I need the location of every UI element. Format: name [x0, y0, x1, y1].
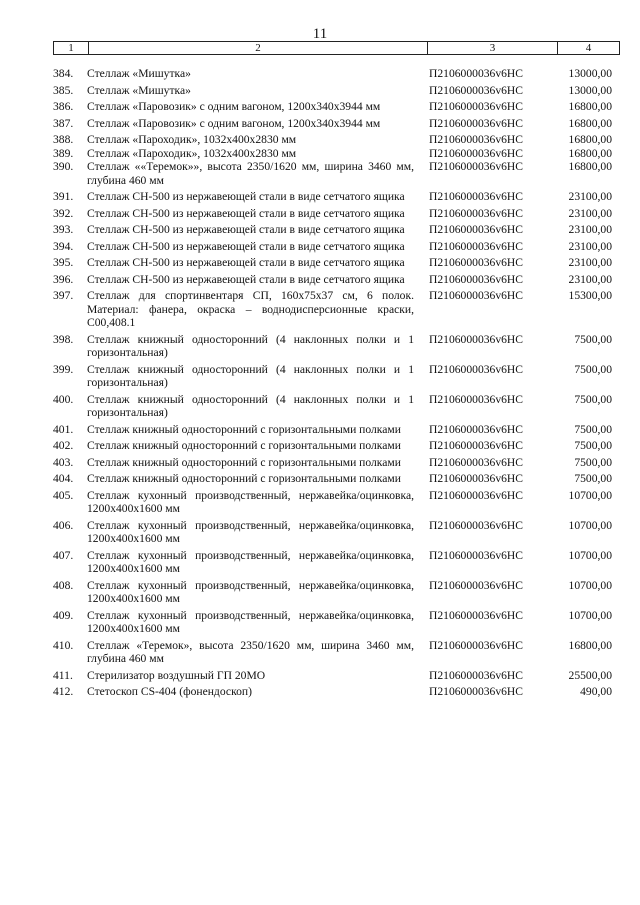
item-name: Стеллаж «Мишутка» — [87, 83, 191, 97]
table-row — [53, 240, 620, 254]
table-row — [53, 133, 620, 147]
item-name: Стеллаж кухонный производственный, нержавейка/оцинковка, 1200x400x1600 мм — [87, 548, 414, 575]
item-name: Стеллаж «Пароходик», 1032x400x2830 мм — [87, 146, 297, 160]
item-name: Стеллаж книжный односторонний с горизонтальными полками — [87, 422, 401, 436]
item-code: П2106000036v6НС — [429, 608, 524, 622]
item-code: П2106000036v6НС — [429, 392, 524, 406]
row-number: 406. — [53, 518, 74, 532]
table-row — [53, 117, 620, 131]
table-row — [53, 207, 620, 221]
row-number: 384. — [53, 67, 74, 80]
item-code: П2106000036v6НС — [429, 685, 524, 698]
item-code: П2106000036v6НС — [429, 133, 524, 146]
item-code: П2106000036v6НС — [429, 146, 524, 160]
item-name: Стеллаж кухонный производственный, нержавейка/оцинковка, 1200x400x1600 мм — [87, 518, 414, 545]
item-price: 10700,00 — [568, 518, 612, 532]
table-row — [53, 456, 620, 470]
header-col-2: 2 — [89, 42, 428, 54]
table-row — [53, 100, 620, 114]
item-price: 25500,00 — [568, 668, 612, 682]
table-row — [53, 363, 620, 390]
item-price: 23100,00 — [568, 272, 612, 286]
row-number: 411. — [53, 668, 73, 682]
table-row — [53, 160, 620, 187]
table-row — [53, 289, 620, 330]
item-code: П2106000036v6НС — [429, 206, 524, 220]
row-number: 394. — [53, 239, 74, 253]
item-code: П2106000036v6НС — [429, 455, 524, 469]
row-number: 387. — [53, 116, 74, 130]
row-number: 388. — [53, 133, 74, 146]
table-row — [53, 223, 620, 237]
item-price: 16800,00 — [568, 638, 612, 652]
table-body — [53, 67, 620, 702]
item-price: 16800,00 — [568, 146, 612, 160]
table-row — [53, 519, 620, 546]
item-price: 490,00 — [580, 685, 612, 698]
item-price: 23100,00 — [568, 206, 612, 220]
item-name: Стеллаж СН-500 из нержавеющей стали в виде сетчатого ящика — [87, 190, 405, 203]
item-name: Стеллаж кухонный производственный, нержавейка/оцинковка, 1200x400x1600 мм — [87, 578, 414, 605]
item-price: 7500,00 — [574, 332, 612, 346]
row-number: 409. — [53, 608, 74, 622]
table-row — [53, 639, 620, 666]
item-name: Стеллаж книжный односторонний с горизонтальными полками — [87, 439, 401, 452]
item-price: 7500,00 — [574, 422, 612, 436]
row-number: 398. — [53, 332, 74, 346]
table-row — [53, 685, 620, 699]
item-price: 7500,00 — [574, 455, 612, 469]
item-price: 23100,00 — [568, 223, 612, 236]
item-name: Стеллаж СН-500 из нержавеющей стали в виде сетчатого ящика — [87, 206, 405, 220]
table-row — [53, 669, 620, 683]
item-name: Стетоскоп CS-404 (фонендоскоп) — [87, 685, 252, 698]
table-row — [53, 489, 620, 516]
item-price: 23100,00 — [568, 256, 612, 269]
item-code: П2106000036v6НС — [429, 362, 524, 376]
item-price: 10700,00 — [568, 488, 612, 502]
item-name: Стеллаж кухонный производственный, нержавейка/оцинковка, 1200x400x1600 мм — [87, 488, 414, 515]
item-code: П2106000036v6НС — [429, 518, 524, 532]
table-row — [53, 579, 620, 606]
item-code: П2106000036v6НС — [429, 160, 524, 173]
item-code: П2106000036v6НС — [429, 256, 524, 269]
header-col-1: 1 — [54, 42, 89, 54]
item-price: 16800,00 — [568, 100, 612, 113]
item-price: 7500,00 — [574, 472, 612, 485]
row-number: 399. — [53, 362, 74, 376]
item-code: П2106000036v6НС — [429, 289, 524, 302]
item-code: П2106000036v6НС — [429, 472, 524, 485]
row-number: 396. — [53, 272, 74, 286]
item-price: 10700,00 — [568, 608, 612, 622]
item-code: П2106000036v6НС — [429, 239, 524, 253]
row-number: 397. — [53, 289, 74, 302]
row-number: 407. — [53, 548, 74, 562]
header-col-4: 4 — [585, 42, 592, 54]
table-row — [53, 67, 620, 81]
row-number: 401. — [53, 422, 74, 436]
table-row — [53, 273, 620, 287]
item-name: Стеллаж СН-500 из нержавеющей стали в виде сетчатого ящика — [87, 223, 405, 236]
item-code: П2106000036v6НС — [429, 272, 524, 286]
item-code: П2106000036v6НС — [429, 223, 524, 236]
item-code: П2106000036v6НС — [429, 578, 524, 592]
item-price: 23100,00 — [568, 239, 612, 253]
item-name: Стеллаж книжный односторонний (4 наклонных полки и 1 горизонтальная) — [87, 332, 414, 359]
item-name: Стеллаж книжный односторонний с горизонтальными полками — [87, 455, 401, 469]
item-price: 16800,00 — [568, 116, 612, 130]
item-code: П2106000036v6НС — [429, 548, 524, 562]
item-code: П2106000036v6НС — [429, 332, 524, 346]
row-number: 385. — [53, 83, 74, 97]
row-number: 412. — [53, 685, 74, 698]
row-number: 395. — [53, 256, 74, 269]
item-code: П2106000036v6НС — [429, 100, 524, 113]
item-price: 7500,00 — [574, 439, 612, 452]
item-name: Стеллаж СН-500 из нержавеющей стали в виде сетчатого ящика — [87, 256, 405, 269]
item-name: Стерилизатор воздушный ГП 20МО — [87, 668, 266, 682]
item-code: П2106000036v6НС — [429, 439, 524, 452]
table-row — [53, 439, 620, 453]
item-price: 15300,00 — [568, 289, 612, 302]
row-number: 391. — [53, 190, 74, 203]
item-name: Стеллаж «Теремок», высота 2350/1620 мм, ширина 3460 мм, глубина 460 мм — [87, 638, 414, 665]
item-name: Стеллаж для спортинвентаря СП, 160x75x37 см, 6 полок. Материал: фанера, окраска – воднодисперсионные краски, С00,408.1 — [87, 289, 414, 329]
row-number: 402. — [53, 439, 74, 452]
item-price: 10700,00 — [568, 578, 612, 592]
row-number: 393. — [53, 223, 74, 236]
item-name: Стеллаж «Мишутка» — [87, 67, 191, 80]
item-price: 7500,00 — [574, 362, 612, 376]
item-price: 13000,00 — [568, 67, 612, 80]
item-name: Стеллаж «Пароходик», 1032x400x2830 мм — [87, 133, 297, 146]
item-price: 10700,00 — [568, 548, 612, 562]
row-number: 392. — [53, 206, 74, 220]
item-name: Стеллаж книжный односторонний (4 наклонных полки и 1 горизонтальная) — [87, 362, 414, 389]
item-name: Стеллаж СН-500 из нержавеющей стали в виде сетчатого ящика — [87, 272, 405, 286]
page-number: 11 — [312, 26, 328, 42]
item-name: Стеллаж книжный односторонний (4 наклонных полки и 1 горизонтальная) — [87, 392, 414, 419]
item-code: П2106000036v6НС — [429, 668, 524, 682]
item-name: Стеллаж книжный односторонний с горизонтальными полками — [87, 472, 401, 485]
item-price: 23100,00 — [568, 190, 612, 203]
item-code: П2106000036v6НС — [429, 638, 524, 652]
item-name: Стеллаж «Паровозик» с одним вагоном, 1200x340x3944 мм — [87, 116, 381, 130]
table-row — [53, 333, 620, 360]
item-price: 16800,00 — [568, 160, 612, 173]
row-number: 405. — [53, 488, 74, 502]
item-price: 16800,00 — [568, 133, 612, 146]
header-col-3: 3 — [428, 42, 558, 54]
row-number: 390. — [53, 160, 74, 173]
table-row — [53, 393, 620, 420]
table-row — [53, 147, 620, 161]
item-code: П2106000036v6НС — [429, 190, 524, 203]
item-name: Стеллаж «Паровозик» с одним вагоном, 1200x340x3944 мм — [87, 100, 381, 113]
table-row — [53, 256, 620, 270]
item-price: 13000,00 — [568, 83, 612, 97]
table-row — [53, 549, 620, 576]
item-code: П2106000036v6НС — [429, 422, 524, 436]
item-code: П2106000036v6НС — [429, 67, 524, 80]
item-code: П2106000036v6НС — [429, 116, 524, 130]
row-number: 400. — [53, 392, 74, 406]
item-name: Стеллаж ««Теремок»», высота 2350/1620 мм, ширина 3460 мм, глубина 460 мм — [87, 160, 414, 187]
row-number: 408. — [53, 578, 74, 592]
row-number: 410. — [53, 638, 74, 652]
row-number: 389. — [53, 146, 74, 160]
row-number: 404. — [53, 472, 74, 485]
item-name: Стеллаж СН-500 из нержавеющей стали в виде сетчатого ящика — [87, 239, 405, 253]
table-header — [53, 41, 620, 55]
table-row — [53, 190, 620, 204]
item-price: 7500,00 — [574, 392, 612, 406]
item-name: Стеллаж кухонный производственный, нержавейка/оцинковка, 1200x400x1600 мм — [87, 608, 414, 635]
row-number: 403. — [53, 455, 74, 469]
item-code: П2106000036v6НС — [429, 83, 524, 97]
table-row — [53, 472, 620, 486]
item-code: П2106000036v6НС — [429, 488, 524, 502]
table-row — [53, 609, 620, 636]
table-row — [53, 423, 620, 437]
row-number: 386. — [53, 100, 74, 113]
table-row — [53, 84, 620, 98]
